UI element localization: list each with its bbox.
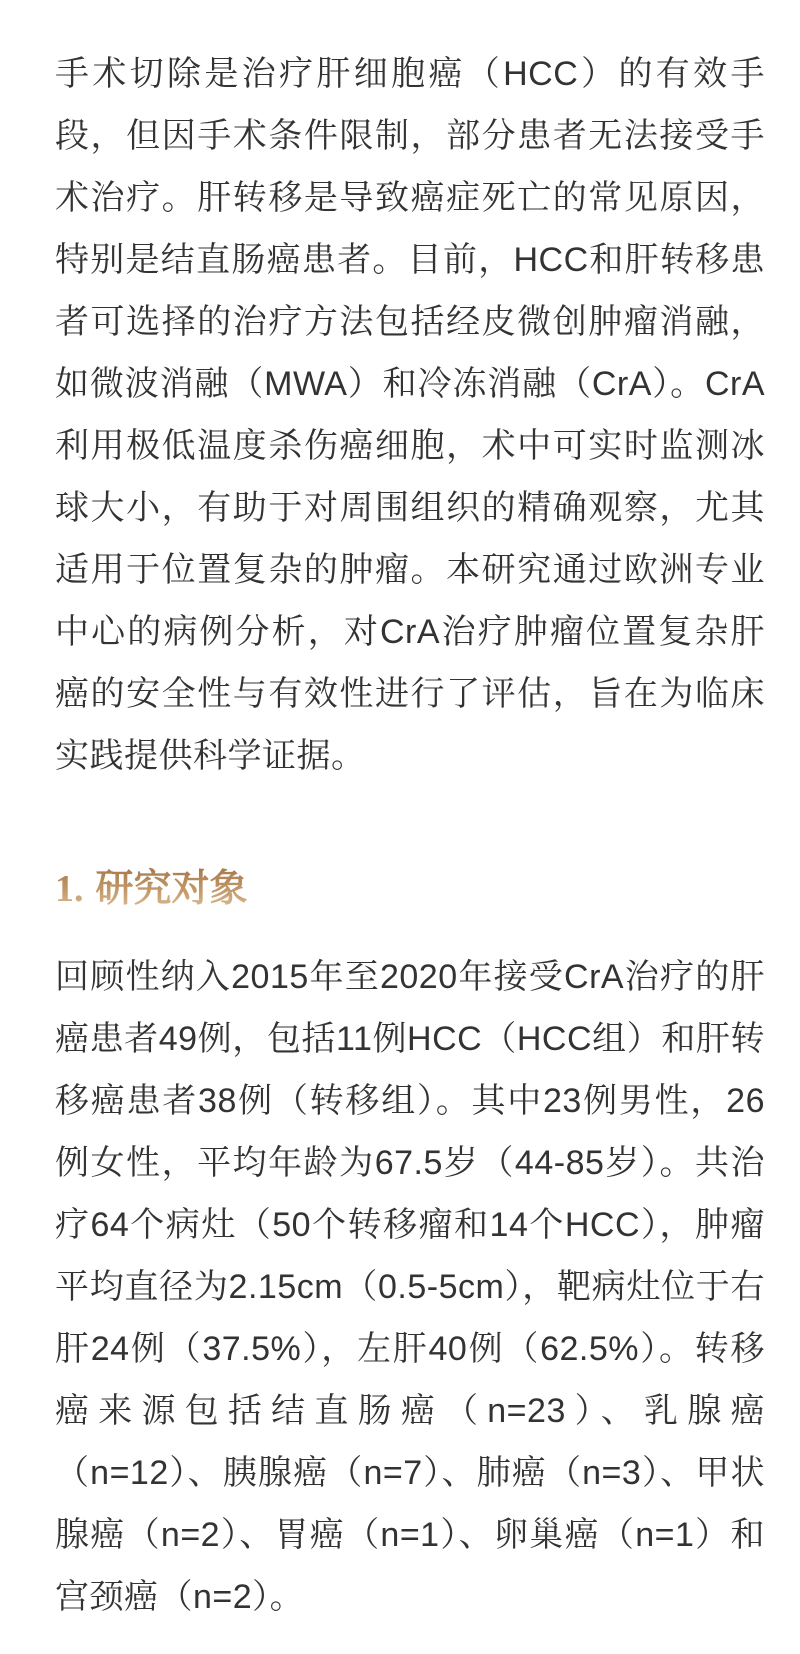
section-heading xyxy=(55,867,765,911)
study-subjects-paragraph: 回顾性纳入2015年至2020年接受CrA治疗的肝癌患者49例，包括11例HCC（HCC组）和肝转移癌患者38例（转移组）。其中23例男性，26例女性，平均年龄为67.5岁（44-85岁）。共治疗64个病灶（50个转移瘤和14个HCC），肿瘤平均直径为2.15cm（0.5-5cm），靶病灶位于右肝24例（37.5%），左肝40例（62.5%）。转移癌来源包括结直肠癌（n=23）、乳腺癌（n=12）、胰腺癌（n=7）、肺癌（n=3）、甲状腺癌（n=2）、胃癌（n=1）、卵巢癌（n=1）和宫颈癌（n=2）。 xyxy=(55,958,765,1616)
intro-paragraph: 手术切除是治疗肝细胞癌（HCC）的有效手段，但因手术条件限制，部分患者无法接受手术治疗。肝转移是导致癌症死亡的常见原因，特别是结直肠癌患者。目前，HCC和肝转移患者可选择的治疗方法包括经皮微创肿瘤消融，如微波消融（MWA）和冷冻消融（CrA）。CrA利用极低温度杀伤癌细胞，术中可实时监测冰球大小，有助于对周围组织的精确观察，尤其适用于位置复杂的肿瘤。本研究通过欧洲专业中心的病例分析，对CrA治疗肿瘤位置复杂肝癌的安全性与有效性进行了评估，旨在为临床实践提供科学证据。 xyxy=(55,55,765,775)
section-heading-title: 研究对象 xyxy=(95,868,248,910)
section-heading-number: 1. xyxy=(55,868,84,910)
